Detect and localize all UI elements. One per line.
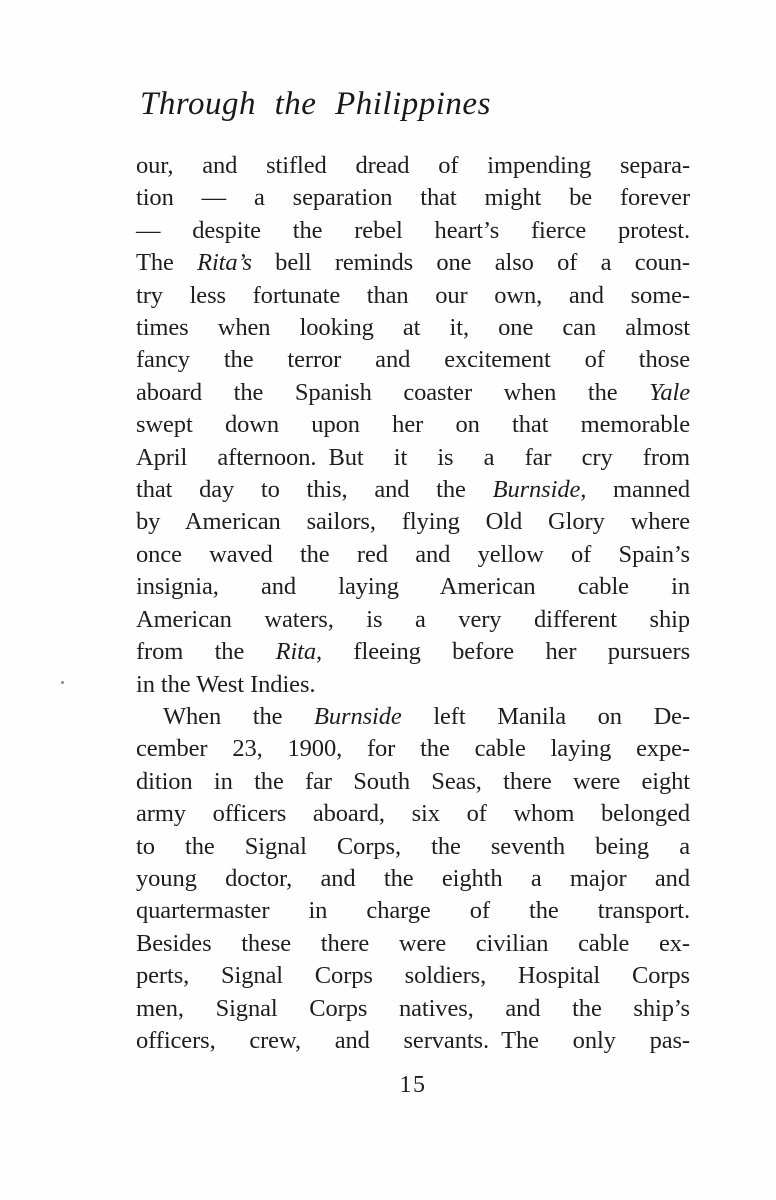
text-line [136, 182, 690, 214]
ship-name-italic: Burnside [314, 702, 402, 730]
text-line [136, 571, 690, 603]
text-line [136, 831, 690, 863]
text-line [136, 312, 690, 344]
text-line [136, 539, 690, 571]
ship-name-italic: Yale [649, 378, 690, 406]
text-segment: our, and stifled dread of impending separa- [136, 152, 690, 179]
text-line [136, 960, 690, 992]
text-line [136, 669, 690, 701]
text-segment: try less fortunate than our own, and some- [136, 281, 690, 309]
text-segment: in the West Indies. [136, 670, 316, 698]
text-segment: that day to this, and the [136, 476, 493, 504]
text-segment: aboard the Spanish coaster when the [136, 378, 650, 406]
text-segment: April afternoon. But it is a far cry from [136, 443, 690, 471]
text-segment: perts, Signal Corps soldiers, Hospital Corps [136, 962, 690, 990]
text-segment: to the Signal Corps, the seventh being a [136, 832, 690, 860]
text-line [136, 604, 690, 636]
text-line [136, 863, 690, 895]
text-segment: insignia, and laying American cable in [136, 573, 690, 601]
text-line [136, 344, 690, 376]
text-segment: by American sailors, flying Old Glory where [136, 508, 690, 536]
text-line [136, 928, 690, 960]
text-segment: fleeing before her pursuers [322, 638, 690, 666]
text-line [136, 409, 690, 441]
text-line [136, 993, 690, 1025]
ship-name-italic: Rita’s [197, 249, 252, 277]
text-segment: times when looking at it, one can almost [136, 314, 690, 342]
text-line [136, 1025, 690, 1057]
text-segment: quartermaster in charge of the transport. [136, 897, 690, 925]
running-header: Through the Philippines [140, 86, 491, 122]
text-line [136, 701, 690, 733]
text-segment: swept down upon her on that memorable [136, 411, 690, 439]
text-line [136, 247, 690, 279]
text-line [136, 798, 690, 830]
text-segment: American waters, is a very different ship [136, 605, 690, 633]
page-number: 15 [399, 1072, 427, 1098]
body-text [136, 150, 690, 1057]
text-line [136, 474, 690, 506]
text-line [136, 442, 690, 474]
text-line [136, 215, 690, 247]
text-segment: young doctor, and the eighth a major and [136, 864, 690, 892]
ship-name-italic: Rita, [275, 638, 323, 666]
text-segment: Besides these there were civilian cable ex- [136, 929, 690, 957]
text-segment: from the [136, 638, 276, 666]
text-segment: men, Signal Corps natives, and the ship’s [136, 994, 690, 1022]
text-segment: once waved the red and yellow of Spain’s [136, 540, 690, 568]
text-segment: army officers aboard, six of whom belonged [136, 800, 690, 828]
text-segment: When the [163, 702, 315, 730]
text-segment: dition in the far South Seas, there were eight [136, 767, 690, 795]
text-segment: manned [586, 476, 690, 504]
text-segment: left Manila on De- [401, 702, 691, 730]
text-line [136, 280, 690, 312]
scan-speck [61, 681, 64, 684]
ship-name-italic: Burnside, [492, 476, 587, 504]
text-line [136, 766, 690, 798]
text-segment: — despite the rebel heart’s fierce protest. [136, 216, 690, 244]
text-segment: The [136, 249, 198, 277]
text-segment: bell reminds one also of a coun- [251, 249, 690, 277]
text-line [136, 506, 690, 538]
text-line [136, 895, 690, 927]
text-segment: cember 23, 1900, for the cable laying expe- [136, 735, 690, 763]
text-segment: fancy the terror and excitement of those [136, 346, 690, 374]
text-line [136, 377, 690, 409]
text-line [136, 150, 690, 182]
text-segment: tion — a separation that might be forever [136, 184, 690, 212]
text-line [136, 636, 690, 668]
text-segment: officers, crew, and servants. The only pas- [136, 1026, 690, 1054]
text-line [136, 733, 690, 765]
